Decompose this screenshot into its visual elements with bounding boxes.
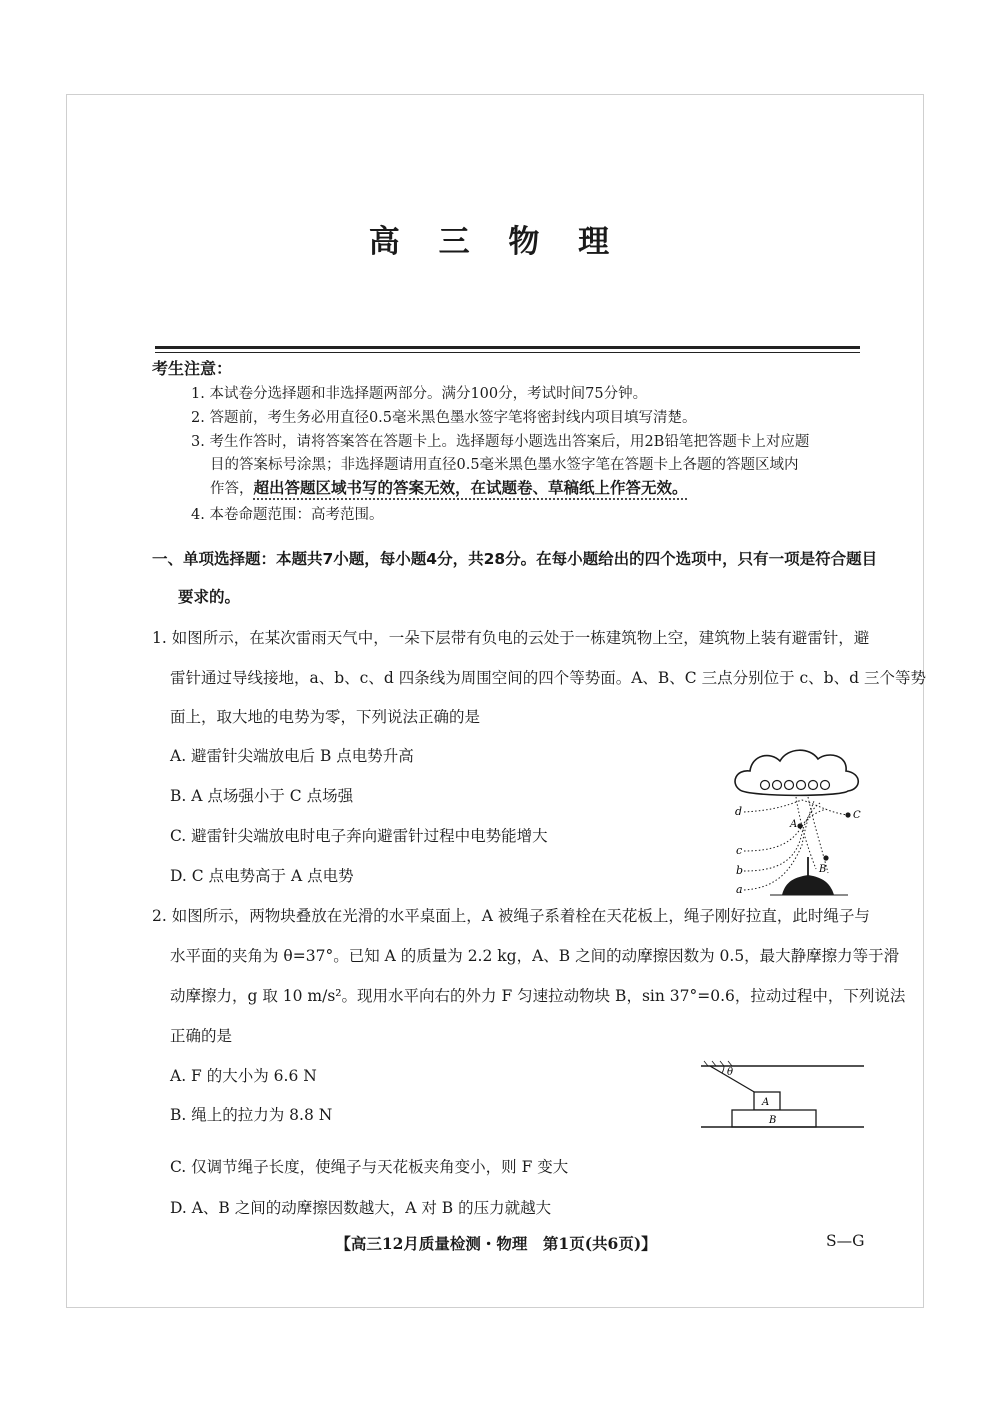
page-footer: 【高三12月质量检测・物理 第1页(共6页)】 (335, 1234, 657, 1253)
field-line-1 (796, 797, 816, 869)
q1-option-d: D. C 点电势高于 A 点电势 (170, 867, 354, 885)
q1-option-b: B. A 点场强小于 C 点场强 (170, 787, 354, 805)
section-heading-cont: 要求的。 (178, 588, 241, 606)
q2-stem-line-4: 正确的是 (170, 1027, 233, 1045)
paper-code: S—G (826, 1232, 865, 1250)
q2-blocks-figure (696, 1060, 866, 1132)
q1-thundercloud-figure (730, 745, 865, 900)
notice-item-4: 4. 本卷命题范围：高考范围。 (191, 507, 384, 523)
q1-option-a: A. 避雷针尖端放电后 B 点电势升高 (170, 747, 414, 765)
q1-stem-line-1: 1. 如图所示，在某次雷雨天气中，一朵下层带有负电的云处于一栋建筑物上空，建筑物上装有避雷针，避 (152, 629, 870, 647)
label-point-a: A (790, 819, 798, 830)
notice-heading: 考生注意： (152, 359, 233, 378)
notice-emphasis: 超出答题区域书写的答案无效，在试题卷、草稿纸上作答无效。 (253, 479, 688, 497)
equipotential-c (744, 809, 826, 851)
label-c: c (736, 844, 743, 857)
q2-stem-line-3: 动摩擦力，g 取 10 m/s²。现用水平向右的外力 F 匀速拉动物块 B，sin 37°=0.6，拉动过程中，下列说法 (170, 987, 906, 1005)
section-heading: 一、单项选择题：本题共7小题，每小题4分，共28分。在每小题给出的四个选项中，只有一项是符合题目 (152, 550, 878, 568)
label-point-b: B (819, 864, 827, 875)
field-line-2 (808, 797, 828, 873)
q2-stem-line-2: 水平面的夹角为 θ=37°。已知 A 的质量为 2.2 kg，A、B 之间的动摩擦因数为 0.5，最大静摩擦力等于滑 (170, 947, 900, 965)
point-c (845, 812, 850, 817)
q2-option-a: A. F 的大小为 6.6 N (170, 1067, 317, 1085)
theta-arc (722, 1066, 724, 1073)
q2-option-b: B. 绳上的拉力为 8.8 N (170, 1106, 333, 1124)
label-a: a (736, 883, 743, 896)
label-theta: θ (727, 1067, 734, 1078)
notice-item-3: 3. 考生作答时，请将答案答在答题卡上。选择题每小题选出答案后，用2B铅笔把答题卡上对应题 (191, 434, 810, 450)
q2-stem-line-1: 2. 如图所示，两物块叠放在光滑的水平桌面上，A 被绳子系着栓在天花板上，绳子刚好拉直，此时绳子与 (152, 907, 870, 925)
label-point-c: C (853, 810, 861, 821)
divider-thin (155, 352, 860, 353)
q1-stem-line-3: 面上，取大地的电势为零，下列说法正确的是 (170, 708, 481, 726)
q1-option-c: C. 避雷针尖端放电时电子奔向避雷针过程中电势能增大 (170, 827, 548, 845)
cloud-outline (735, 750, 858, 795)
q2-option-c: C. 仅调节绳子长度，使绳子与天花板夹角变小，则 F 变大 (170, 1158, 569, 1176)
label-b: b (736, 864, 744, 877)
notice-item-3-prefix: 作答， (210, 481, 254, 497)
notice-item-3-end (210, 476, 688, 498)
notice-item-1: 1. 本试卷分选择题和非选择题两部分。满分100分，考试时间75分钟。 (191, 386, 648, 402)
divider-thick (155, 346, 860, 349)
label-d: d (735, 805, 743, 818)
ground-mound (782, 875, 834, 895)
point-b (823, 855, 828, 860)
q1-stem-line-2: 雷针通过导线接地，a、b、c、d 四条线为周围空间的四个等势面。A、B、C 三点分别位于 c、b、d 三个等势 (170, 669, 926, 687)
notice-item-2: 2. 答题前，考生务必用直径0.5毫米黑色墨水签字笔将密封线内项目填写清楚。 (191, 410, 697, 426)
notice-item-3-cont: 目的答案标号涂黑；非选择题请用直径0.5毫米黑色墨水签字笔在答题卡上各题的答题区域内 (210, 457, 799, 473)
equipotential-d (744, 800, 848, 815)
point-a (797, 823, 802, 828)
label-block-a: A (762, 1097, 770, 1108)
q2-option-d: D. A、B 之间的动摩擦因数越大，A 对 B 的压力就越大 (170, 1199, 552, 1217)
label-block-b: B (769, 1115, 777, 1126)
page-title: 高 三 物 理 (368, 224, 624, 260)
